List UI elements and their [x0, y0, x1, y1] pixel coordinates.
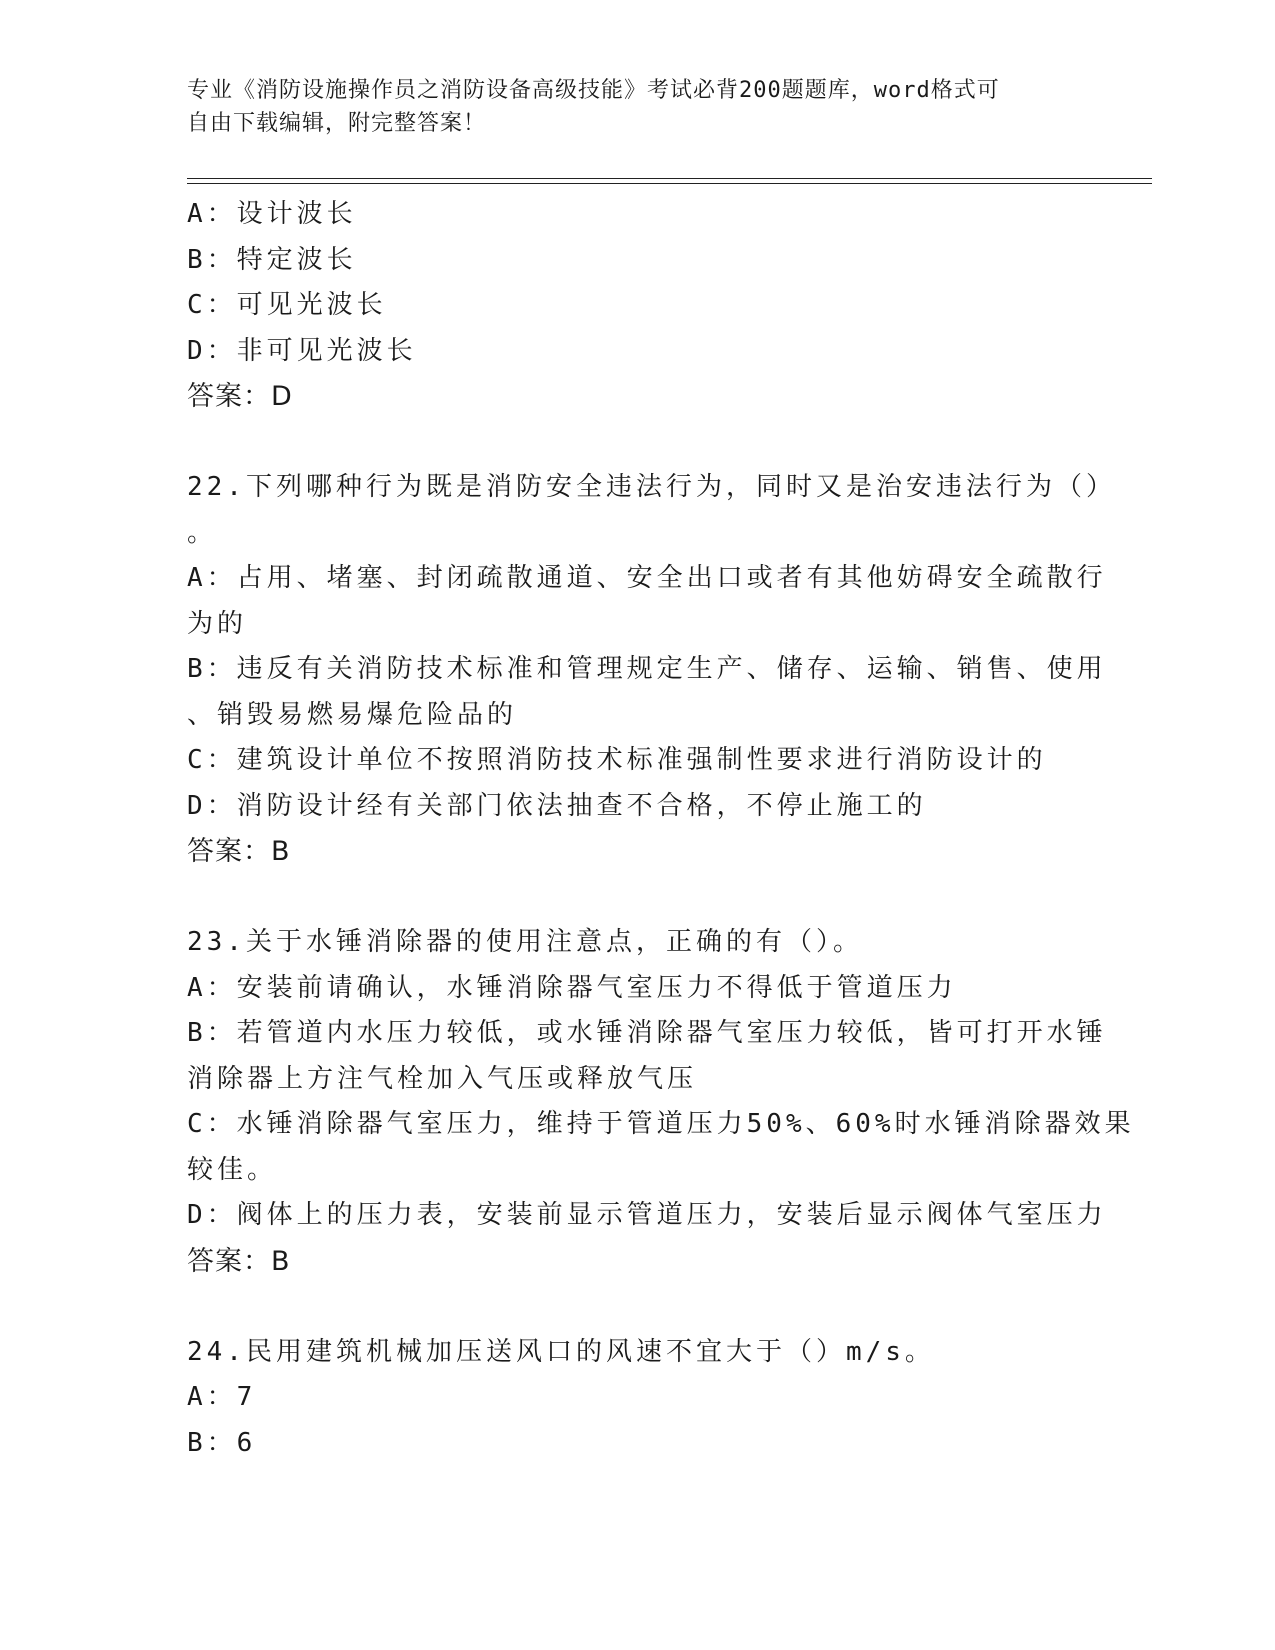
- q23-option-a: A：安装前请确认，水锤消除器气室压力不得低于管道压力: [187, 972, 957, 1003]
- question-list: [187, 192, 1135, 1466]
- q24-stem: 24.民用建筑机械加压送风口的风速不宜大于（）m/s。: [187, 1336, 935, 1367]
- question-24: [187, 1330, 1087, 1467]
- spacer: [187, 1284, 1087, 1330]
- q23-option-c-line-1: C：水锤消除器气室压力，维持于管道压力50%、60%时水锤消除器效果: [187, 1109, 1135, 1139]
- document-header: [187, 74, 1087, 140]
- q22-option-a-line-1: A：占用、堵塞、封闭疏散通道、安全出口或者有其他妨碍安全疏散行: [187, 563, 1107, 593]
- q22-option-b-line-1: B：违反有关消防技术标准和管理规定生产、储存、运输、销售、使用: [187, 654, 1107, 684]
- q21-answer: 答案：D: [187, 381, 293, 412]
- q23-option-d: D：阀体上的压力表，安装前显示管道压力，安装后显示阀体气室压力: [187, 1200, 1107, 1230]
- q24-option-b: B：6: [187, 1427, 257, 1458]
- question-22: [187, 465, 1116, 875]
- header-divider-bottom: [187, 183, 1152, 184]
- spacer: [187, 875, 1087, 921]
- question-23: [187, 920, 1135, 1284]
- q22-answer: 答案：B: [187, 836, 291, 867]
- header-line-1: 专业《消防设施操作员之消防设备高级技能》考试必背200题题库，word格式可: [187, 78, 1000, 103]
- header-line-2: 自由下载编辑，附完整答案！: [187, 111, 487, 136]
- q22-stem-line-2: 。: [187, 517, 218, 548]
- q23-answer: 答案：B: [187, 1245, 291, 1277]
- q23-option-b-line-1: B：若管道内水压力较低，或水锤消除器气室压力较低，皆可打开水锤: [187, 1018, 1107, 1048]
- q24-option-a: A：7: [187, 1382, 257, 1412]
- q22-option-a-line-2: 为的: [187, 608, 248, 639]
- q21-option-d: D：非可见光波长: [187, 335, 417, 366]
- q22-option-b-line-2: 、销毁易燃易爆危险品的: [187, 699, 518, 730]
- header-divider-top: [187, 178, 1152, 179]
- q23-option-c-line-2: 较佳。: [187, 1154, 278, 1185]
- q23-option-b-line-2: 消除器上方注气栓加入气压或释放气压: [187, 1063, 698, 1094]
- q22-option-d: D：消防设计经有关部门依法抽查不合格，不停止施工的: [187, 790, 927, 821]
- q23-stem: 23.关于水锤消除器的使用注意点，正确的有（）。: [187, 927, 863, 957]
- q21-option-c: C：可见光波长: [187, 290, 387, 320]
- question-21-options: [187, 192, 1087, 420]
- q22-option-c: C：建筑设计单位不按照消防技术标准强制性要求进行消防设计的: [187, 745, 1047, 775]
- q21-option-a: A：设计波长: [187, 199, 357, 229]
- q21-option-b: B：特定波长: [187, 244, 357, 275]
- spacer: [187, 420, 1087, 466]
- q22-stem-line-1: 22.下列哪种行为既是消防安全违法行为，同时又是治安违法行为（）: [187, 472, 1116, 502]
